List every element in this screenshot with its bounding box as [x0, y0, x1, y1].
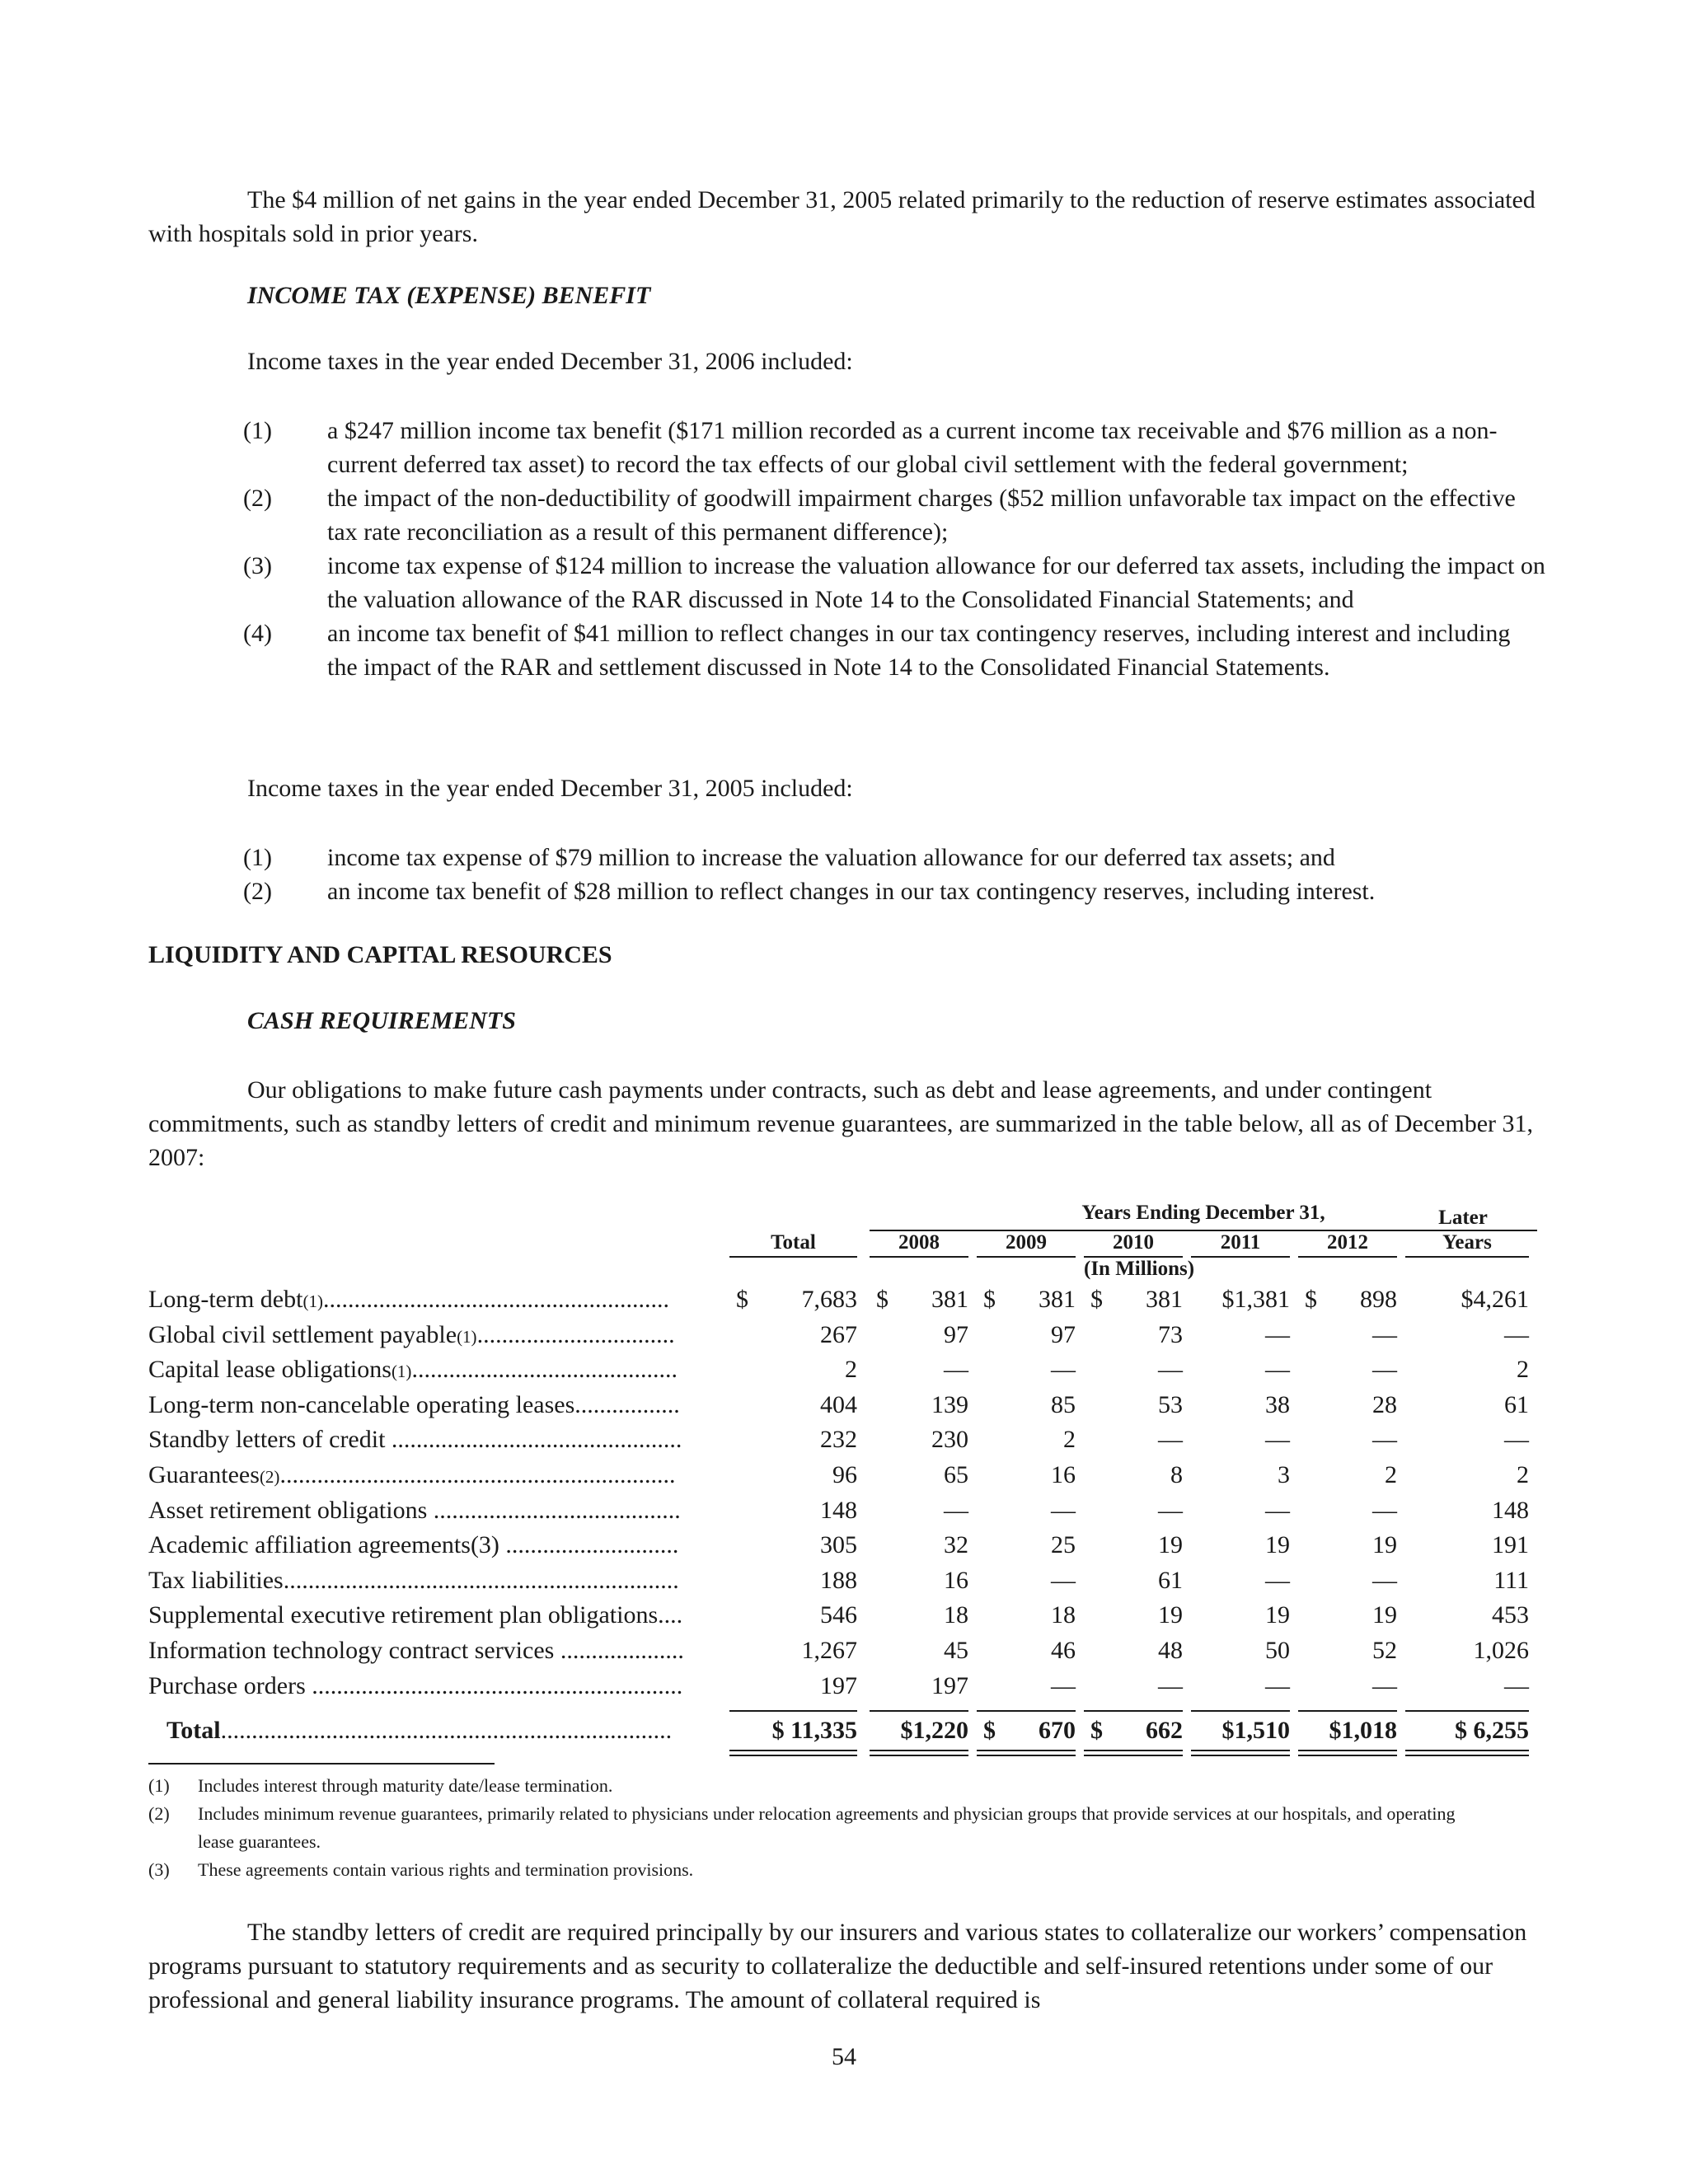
- total-rule: [1084, 1710, 1183, 1712]
- list-number: (1): [243, 417, 272, 444]
- paragraph-net-gains: The $4 million of net gains in the year ended December 31, 2005 related primarily to the reduction of reserve estimates associated with hospitals sold in prior years.: [148, 186, 1536, 247]
- cell-value: —: [1372, 1566, 1397, 1594]
- income-tax-heading: INCOME TAX (EXPENSE) BENEFIT: [247, 282, 651, 309]
- double-rule: [870, 1755, 968, 1756]
- table-row: [148, 1601, 1541, 1636]
- cell-value: 46: [1051, 1637, 1076, 1664]
- cell-value: 50: [1265, 1637, 1290, 1664]
- cell-value: 73: [1158, 1320, 1183, 1348]
- header-rule: [1298, 1256, 1397, 1258]
- cell-value: 18: [944, 1601, 968, 1629]
- currency-symbol: $: [1305, 1286, 1317, 1313]
- cell-value: —: [1158, 1426, 1183, 1454]
- col-header-later: Years: [1442, 1231, 1492, 1254]
- list-number: (2): [243, 485, 272, 512]
- table-row: [148, 1531, 1541, 1566]
- double-rule: [1298, 1755, 1397, 1756]
- cell-value: 38: [1265, 1390, 1290, 1418]
- table-row: [148, 1426, 1541, 1460]
- units-label: (In Millions): [1084, 1258, 1195, 1280]
- row-label: Capital lease obligations(1)...........................................: [148, 1356, 678, 1384]
- list-text: a $247 million income tax benefit ($171 million recorded as a current income tax receivable and $76 million as a non-current deferred tax asset) to record the tax effects of our global civil settlement with the federal government;: [327, 417, 1498, 478]
- total-rule: [1191, 1710, 1290, 1712]
- list-number: (4): [243, 620, 272, 647]
- cell-value: 2: [1385, 1461, 1397, 1488]
- footnote: [148, 1800, 1467, 1856]
- header-rule: [870, 1256, 968, 1258]
- cell-value: 1,026: [1473, 1637, 1529, 1664]
- cell-value: —: [1265, 1320, 1290, 1348]
- cell-value: 53: [1158, 1390, 1183, 1418]
- footnotes: [148, 1772, 1467, 1884]
- cell-value: 19: [1158, 1601, 1183, 1629]
- row-label: Supplemental executive retirement plan obligations....: [148, 1601, 683, 1629]
- list-number: (2): [243, 878, 272, 905]
- header-rule: [729, 1256, 857, 1258]
- cell-value: 32: [944, 1531, 968, 1559]
- row-label: Standby letters of credit ...............................................: [148, 1426, 682, 1454]
- cell-value: 197: [820, 1671, 857, 1699]
- currency-symbol: $: [983, 1717, 996, 1745]
- list-text: the impact of the non-deductibility of goodwill impairment charges ($52 million unfavorable tax impact on the effective tax rate reconciliation as a result of this permanent difference);: [327, 485, 1516, 546]
- row-label: Long-term non-cancelable operating leases.................: [148, 1390, 680, 1418]
- cell-value: —: [944, 1356, 968, 1384]
- footnote: [148, 1772, 1467, 1800]
- list-number: (3): [243, 552, 272, 579]
- cell-value: 8: [1170, 1461, 1183, 1488]
- table-row: [148, 1672, 1541, 1707]
- cell-value: 19: [1372, 1601, 1397, 1629]
- col-header-2011: 2011: [1220, 1231, 1261, 1254]
- cell-value: 85: [1051, 1390, 1076, 1418]
- cell-value: —: [1158, 1671, 1183, 1699]
- double-rule: [1405, 1755, 1529, 1756]
- row-label: Tax liabilities................................................................: [148, 1566, 679, 1594]
- cell-value: 139: [931, 1390, 968, 1418]
- row-label: Information technology contract services ....................: [148, 1637, 684, 1664]
- row-label: Long-term debt(1)........................................................: [148, 1286, 669, 1313]
- table-row: [148, 1497, 1541, 1531]
- cell-value: 2: [845, 1356, 857, 1384]
- total-rule: [977, 1710, 1076, 1712]
- cell-value: 19: [1265, 1531, 1290, 1559]
- list-number: (1): [243, 844, 272, 871]
- list-item: [243, 549, 1545, 616]
- row-label: Global civil settlement payable(1)................................: [148, 1320, 675, 1348]
- footnote-number: (1): [148, 1775, 170, 1796]
- cell-value: —: [1051, 1566, 1076, 1594]
- double-rule: [977, 1755, 1076, 1756]
- header-rule: [1191, 1256, 1290, 1258]
- cell-value: 188: [820, 1566, 857, 1594]
- cell-value: 97: [944, 1320, 968, 1348]
- col-header-2008: 2008: [898, 1231, 940, 1254]
- cell-value: 381: [1039, 1286, 1076, 1313]
- list-2005: [243, 841, 1545, 908]
- cell-value: —: [1372, 1320, 1397, 1348]
- cell-value: $4,261: [1461, 1286, 1529, 1313]
- cell-value: 191: [1492, 1531, 1529, 1559]
- list-item: [243, 481, 1545, 549]
- total-label: Total.........................................................................: [166, 1717, 673, 1745]
- double-rule: [1191, 1755, 1290, 1756]
- list-item: [243, 874, 1545, 908]
- currency-symbol: $: [1090, 1717, 1103, 1745]
- cell-value: —: [1504, 1426, 1529, 1454]
- header-rule: [977, 1256, 1076, 1258]
- cell-value: —: [1372, 1356, 1397, 1384]
- cell-value: —: [1265, 1496, 1290, 1524]
- header-rule: [1405, 1256, 1529, 1258]
- cell-value: —: [944, 1496, 968, 1524]
- cell-value: 45: [944, 1637, 968, 1664]
- cell-value: 19: [1265, 1601, 1290, 1629]
- cell-value: 25: [1051, 1531, 1076, 1559]
- cell-value: 96: [832, 1461, 857, 1488]
- cell-value: —: [1051, 1671, 1076, 1699]
- footnote-rule: [148, 1763, 495, 1765]
- cell-value: 148: [820, 1496, 857, 1524]
- currency-symbol: $: [736, 1286, 748, 1313]
- cell-value: $1,220: [900, 1717, 968, 1745]
- row-label: Asset retirement obligations ........................................: [148, 1496, 681, 1524]
- cell-value: 2: [1063, 1426, 1076, 1454]
- double-rule: [1191, 1750, 1290, 1751]
- cell-value: 662: [1146, 1717, 1183, 1745]
- cell-value: 1,267: [801, 1637, 857, 1664]
- total-rule: [729, 1710, 857, 1712]
- table-row: [148, 1461, 1541, 1496]
- paragraph-standby-letters: The standby letters of credit are required principally by our insurers and various states to collateralize our workers’ compensation programs pursuant to statutory requirements and as security to collateralize the deductible and self-insured retentions under some of our professional and general liability insurance programs. The amount of collateral required is: [148, 1919, 1527, 2013]
- double-rule: [977, 1750, 1076, 1751]
- cell-value: 230: [931, 1426, 968, 1454]
- cell-value: —: [1265, 1566, 1290, 1594]
- cell-value: 19: [1158, 1531, 1183, 1559]
- paragraph-cash-obligations: Our obligations to make future cash payments under contracts, such as debt and lease agreements, and under contingent commitments, such as standby letters of credit and minimum revenue guarantees, are summarized in the table below, all as of December 31, 2007:: [148, 1076, 1533, 1171]
- table-row: [148, 1391, 1541, 1426]
- double-rule: [729, 1750, 857, 1751]
- cell-value: —: [1504, 1671, 1529, 1699]
- row-label: Academic affiliation agreements(3) ............................: [148, 1531, 679, 1559]
- list-2006: [243, 414, 1545, 684]
- col-header-2012: 2012: [1327, 1231, 1368, 1254]
- footnote: [148, 1856, 1467, 1884]
- col-header-2010: 2010: [1113, 1231, 1154, 1254]
- cell-value: —: [1265, 1671, 1290, 1699]
- cell-value: 670: [1039, 1717, 1076, 1745]
- cell-value: 267: [820, 1320, 857, 1348]
- row-label: Purchase orders ............................................................: [148, 1671, 683, 1699]
- cell-value: 2: [1517, 1356, 1529, 1384]
- cell-value: 381: [1146, 1286, 1183, 1313]
- liquidity-heading: LIQUIDITY AND CAPITAL RESOURCES: [148, 941, 612, 968]
- table-row: [148, 1637, 1541, 1671]
- list-text: income tax expense of $124 million to increase the valuation allowance for our deferred tax assets, including the impact on the valuation allowance of the RAR discussed in Note 14 to the Consolidated Financial Statements; and: [327, 552, 1545, 613]
- footnote-text: These agreements contain various rights and termination provisions.: [198, 1859, 694, 1880]
- cell-value: —: [1051, 1496, 1076, 1524]
- footnote-text: Includes interest through maturity date/lease termination.: [198, 1775, 613, 1796]
- table-row: [148, 1286, 1541, 1320]
- total-rule: [870, 1710, 968, 1712]
- group-header: Years Ending December 31,: [1081, 1202, 1325, 1224]
- cell-value: 111: [1493, 1566, 1529, 1594]
- list-item: [243, 414, 1545, 481]
- footnote-number: (2): [148, 1803, 170, 1824]
- cell-value: 16: [1051, 1461, 1076, 1488]
- total-rule: [1298, 1710, 1397, 1712]
- double-rule: [1298, 1750, 1397, 1751]
- list-text: income tax expense of $79 million to increase the valuation allowance for our deferred tax assets; and: [327, 844, 1335, 871]
- table-row: [148, 1321, 1541, 1356]
- cell-value: $1,018: [1329, 1717, 1397, 1745]
- cell-value: 3: [1278, 1461, 1290, 1488]
- cell-value: 232: [820, 1426, 857, 1454]
- cell-value: 19: [1372, 1531, 1397, 1559]
- cell-value: —: [1265, 1426, 1290, 1454]
- cell-value: 2: [1517, 1461, 1529, 1488]
- cell-value: —: [1051, 1356, 1076, 1384]
- double-rule: [1405, 1750, 1529, 1751]
- list-text: an income tax benefit of $28 million to reflect changes in our tax contingency reserves, including interest.: [327, 878, 1376, 905]
- cell-value: —: [1158, 1356, 1183, 1384]
- footnote-number: (3): [148, 1859, 170, 1880]
- cell-value: 197: [931, 1671, 968, 1699]
- cell-value: 16: [944, 1566, 968, 1594]
- cell-value: 898: [1360, 1286, 1397, 1313]
- intro-2006: Income taxes in the year ended December 31, 2006 included:: [247, 348, 853, 375]
- cell-value: —: [1504, 1320, 1529, 1348]
- cell-value: —: [1372, 1426, 1397, 1454]
- later-header: Later: [1438, 1207, 1488, 1229]
- cell-value: 97: [1051, 1320, 1076, 1348]
- double-rule: [870, 1750, 968, 1751]
- cell-value: $ 11,335: [771, 1717, 857, 1745]
- cell-value: 305: [820, 1531, 857, 1559]
- cell-value: 18: [1051, 1601, 1076, 1629]
- table-row: [148, 1567, 1541, 1601]
- page-number: 54: [832, 2043, 856, 2070]
- currency-symbol: $: [1090, 1286, 1103, 1313]
- cell-value: 48: [1158, 1637, 1183, 1664]
- list-item: [243, 616, 1545, 684]
- cell-value: 404: [820, 1390, 857, 1418]
- cell-value: 7,683: [801, 1286, 857, 1313]
- cell-value: $1,510: [1221, 1717, 1290, 1745]
- cell-value: 453: [1492, 1601, 1529, 1629]
- currency-symbol: $: [876, 1286, 889, 1313]
- cell-value: $1,381: [1221, 1286, 1290, 1313]
- cell-value: —: [1372, 1671, 1397, 1699]
- double-rule: [1084, 1755, 1183, 1756]
- total-row: [148, 1717, 1541, 1751]
- list-text: an income tax benefit of $41 million to reflect changes in our tax contingency reserves, including interest and including the impact of the RAR and settlement discussed in Note 14 to the Consolidated Financial Statements.: [327, 620, 1511, 681]
- cell-value: 52: [1372, 1637, 1397, 1664]
- cell-value: —: [1372, 1496, 1397, 1524]
- list-item: [243, 841, 1545, 874]
- cash-requirements-heading: CASH REQUIREMENTS: [247, 1007, 516, 1034]
- double-rule: [1084, 1750, 1183, 1751]
- currency-symbol: $: [983, 1286, 996, 1313]
- col-header-2009: 2009: [1006, 1231, 1047, 1254]
- cell-value: 148: [1492, 1496, 1529, 1524]
- cell-value: $ 6,255: [1455, 1717, 1529, 1745]
- cell-value: 61: [1158, 1566, 1183, 1594]
- cell-value: —: [1158, 1496, 1183, 1524]
- row-label: Guarantees(2)................................................................: [148, 1461, 676, 1488]
- table-row: [148, 1356, 1541, 1390]
- double-rule: [729, 1755, 857, 1756]
- total-rule: [1405, 1710, 1529, 1712]
- intro-2005: Income taxes in the year ended December 31, 2005 included:: [247, 775, 853, 802]
- col-header-total: Total: [771, 1231, 816, 1254]
- cell-value: 28: [1372, 1390, 1397, 1418]
- cell-value: 61: [1504, 1390, 1529, 1418]
- footnote-text: Includes minimum revenue guarantees, primarily related to physicians under relocation agreements and physician groups that provide services at our hospitals, and operating lease guarantees.: [198, 1803, 1456, 1852]
- cell-value: 65: [944, 1461, 968, 1488]
- cell-value: 546: [820, 1601, 857, 1629]
- cell-value: 381: [931, 1286, 968, 1313]
- cell-value: —: [1265, 1356, 1290, 1384]
